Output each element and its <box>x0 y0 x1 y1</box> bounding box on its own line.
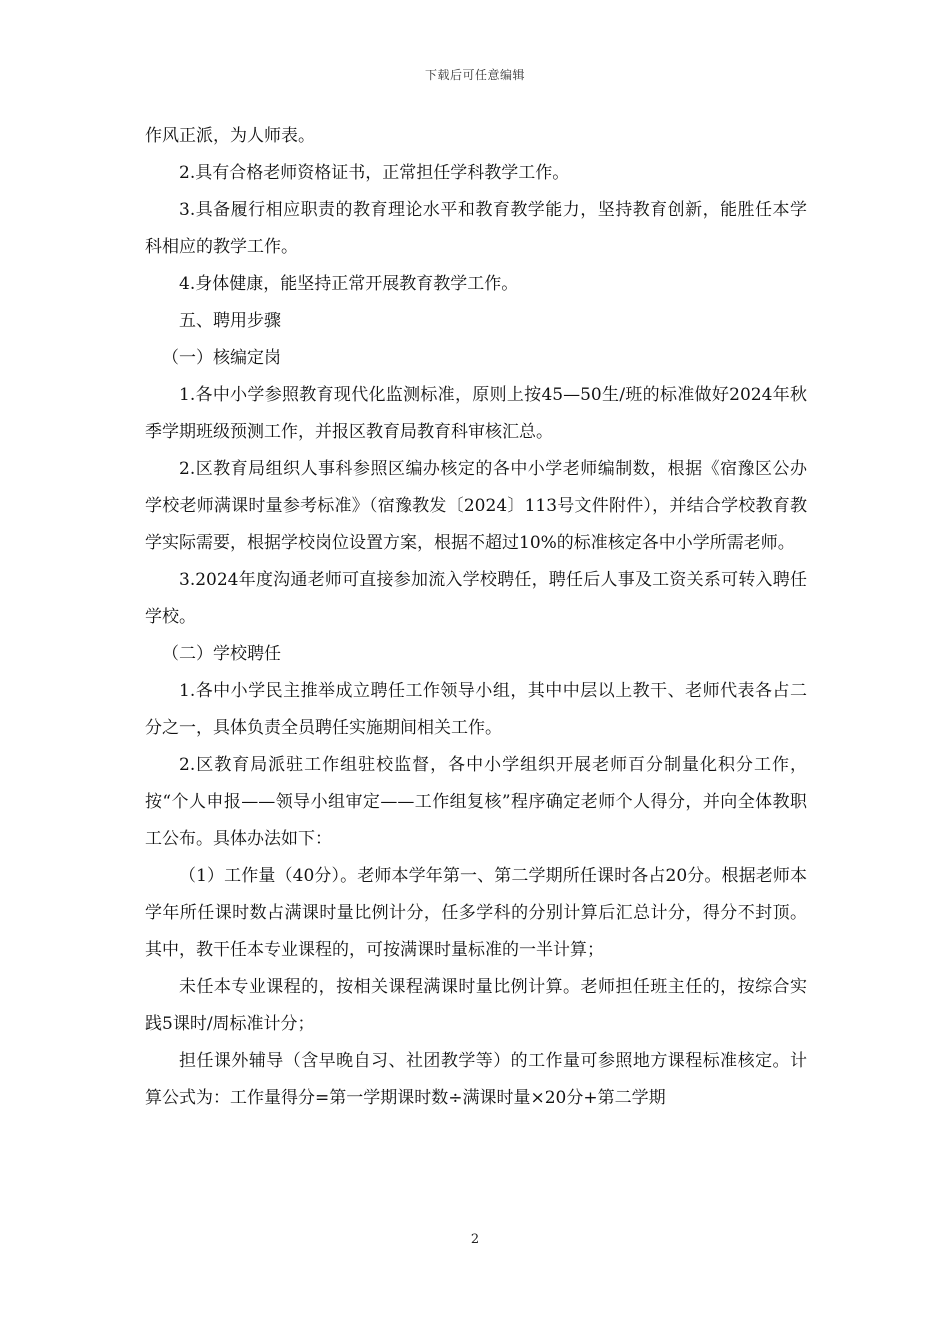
paragraph: 2.具有合格老师资格证书，正常担任学科教学工作。 <box>179 163 570 183</box>
section-heading: 五、聘用步骤 <box>179 311 281 331</box>
paragraph: 未任本专业课程的，按相关课程满课时量比例计算。老师担任班主任的，按综合实践5课时/周标准计分； <box>145 977 807 1034</box>
paragraph: 1.各中小学民主推举成立聘任工作领导小组，其中中层以上教干、老师代表各占二分之一，具体负责全员聘任实施期间相关工作。 <box>145 681 807 738</box>
paragraph: 作风正派，为人师表。 <box>145 126 315 146</box>
paragraph: 担任课外辅导（含早晚自习、社团教学等）的工作量可参照地方课程标准核定。计算公式为：工作量得分=第一学期课时数÷满课时量×20分+第二学期 <box>145 1051 807 1108</box>
paragraph: 2.区教育局组织人事科参照区编办核定的各中小学老师编制数，根据《宿豫区公办学校老师满课时量参考标准》（宿豫教发〔2024〕113号文件附件），并结合学校教育教学实际需要，根据学校岗位设置方案，根据不超过10%的标准核定各中小学所需老师。 <box>145 459 807 553</box>
document-body <box>145 118 807 1117</box>
paragraph: 2.区教育局派驻工作组驻校监督，各中小学组织开展老师百分制量化积分工作，按“个人申报——领导小组审定——工作组复核”程序确定老师个人得分，并向全体教职工公布。具体办法如下： <box>145 755 807 849</box>
subsection-heading: （一）核编定岗 <box>162 348 281 368</box>
page-number: 2 <box>470 1232 480 1247</box>
paragraph: 3.具备履行相应职责的教育理论水平和教育教学能力，坚持教育创新，能胜任本学科相应的教学工作。 <box>145 200 807 257</box>
paragraph: 1.各中小学参照教育现代化监测标准，原则上按45—50生/班的标准做好2024年秋季学期班级预测工作，并报区教育局教育科审核汇总。 <box>145 385 807 442</box>
page-header: 下载后可任意编辑 <box>424 68 525 82</box>
paragraph: 4.身体健康，能坚持正常开展教育教学工作。 <box>179 274 519 294</box>
paragraph: （1）工作量（40分）。老师本学年第一、第二学期所任课时各占20分。根据老师本学年所任课时数占满课时量比例计分，任多学科的分别计算后汇总计分，得分不封顶。其中，教干任本专业课程的，可按满课时量标准的一半计算； <box>145 866 807 960</box>
paragraph: 3.2024年度沟通老师可直接参加流入学校聘任，聘任后人事及工资关系可转入聘任学校。 <box>145 570 807 627</box>
subsection-heading: （二）学校聘任 <box>162 644 281 664</box>
